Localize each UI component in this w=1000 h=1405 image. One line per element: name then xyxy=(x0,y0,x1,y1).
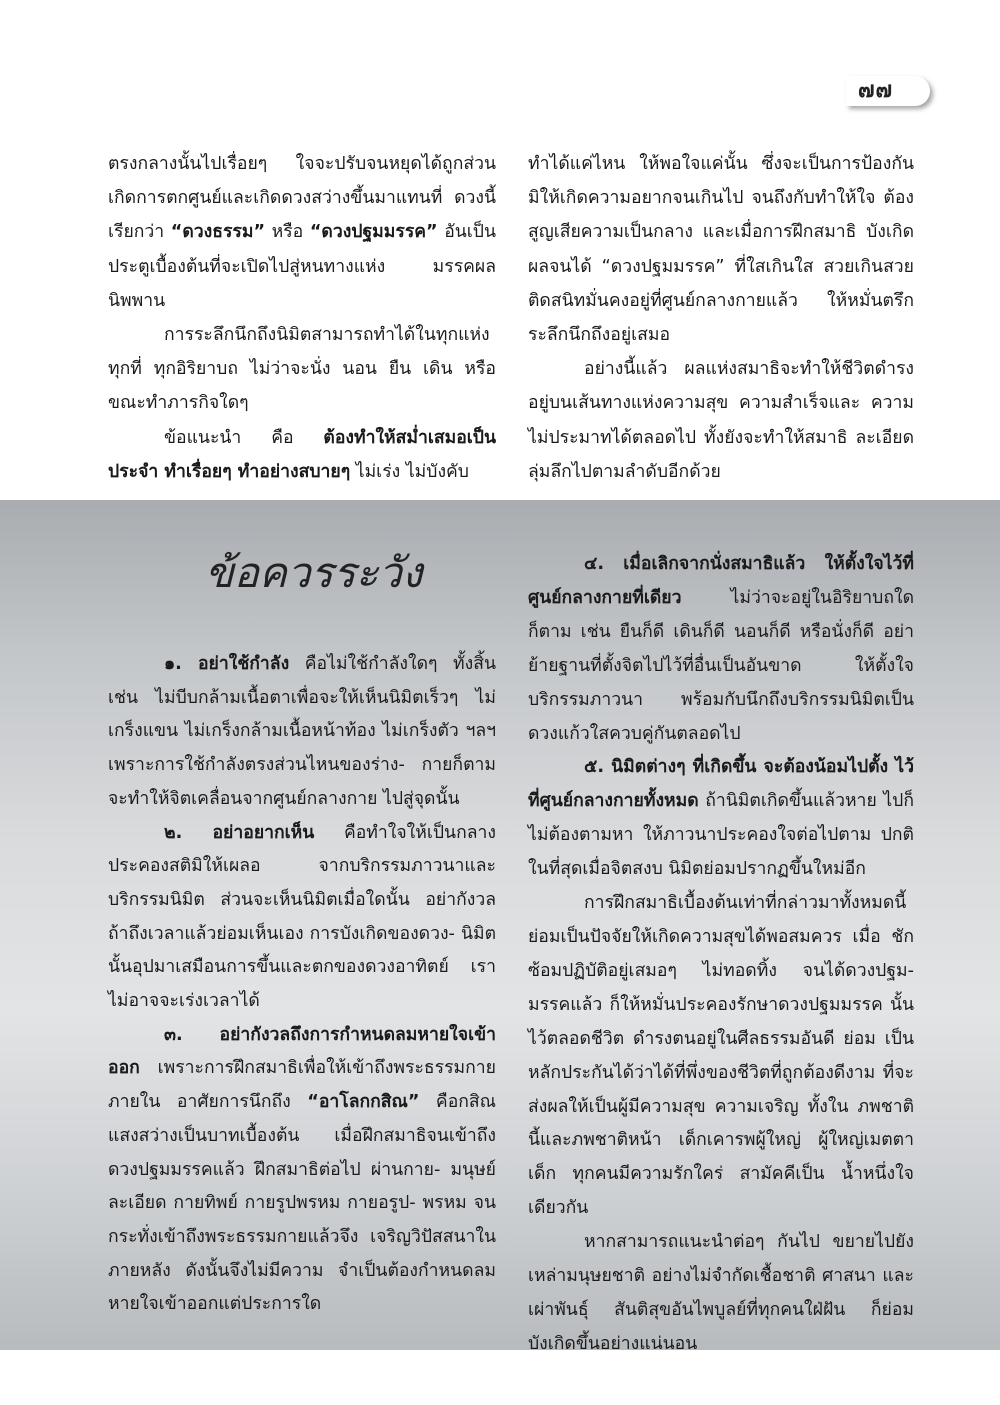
paragraph: หากสามารถแนะนำต่อๆ กันไป ขยายไปยัง เหล่ามนุษยชาติ อย่างไม่จำกัดเชื้อชาติ ศาสนา และเผ่าพันธุ์ สันติสุขอันไพบูลย์ที่ทุกคนใฝ่ฝัน ก็ย่อมบังเกิดขึ้นอย่างแน่นอน xyxy=(528,1232,914,1354)
paragraph: อย่างนี้แล้ว ผลแห่งสมาธิจะทำให้ชีวิตดำรง อยู่บนเส้นทางแห่งความสุข ความสำเร็จและ ความไม่ประมาทได้ตลอดไป ทั้งยังจะทำให้สมาธิ ละเอียดลุ่มลึกไปตามลำดับอีกด้วย xyxy=(528,359,914,482)
list-item: ๑. อย่าใช้กำลัง คือไม่ใช้กำลังใดๆ ทั้งสิ้น เช่น ไม่บีบกล้ามเนื้อตาเพื่อจะให้เห็นนิมิตเร็วๆ ไม่เกร็งแขน ไม่เกร็งกล้ามเนื้อหน้าท้อง ไม่เกร็งตัว ฯลฯ เพราะการใช้กำลังตรงส่วนไหนของร่าง- กายก็ตาม จะทำให้จิตเคลื่อนจากศูนย์กลางกาย ไปสู่จุดนั้น xyxy=(108,654,496,809)
paragraph: ทำได้แค่ไหน ให้พอใจแค่นั้น ซึ่งจะเป็นการป้องกัน มิให้เกิดความอยากจนเกินไป จนถึงกับทำให้ใจ ต้องสูญเสียความเป็นกลาง และเมื่อการฝึกสมาธิ บังเกิดผลจนได้ “ดวงปฐมมรรค” ที่ใสเกินใส สวยเกินสวย ติดสนิทมั่นคงอยู่ที่ศูนย์กลางกายแล้ว ให้หมั่นตรึกระลึกนึกถึงอยู่เสมอ xyxy=(528,154,914,346)
page-number: ๗๗ xyxy=(858,78,894,103)
top-left-column xyxy=(108,147,496,489)
top-right-column xyxy=(528,147,914,489)
paragraph: ตรงกลางนั้นไปเรื่อยๆ ใจจะปรับจนหยุดได้ถูกส่วน เกิดการตกศูนย์และเกิดดวงสว่างขึ้นมาแทนที่ ดวงนี้เรียกว่า “ดวงธรรม” หรือ “ดวงปฐมมรรค” อันเป็นประตูเบื้องต้นที่จะเปิดไปสู่หนทางแห่ง มรรคผลนิพพาน xyxy=(108,154,496,311)
caution-left-column xyxy=(108,648,496,1322)
paragraph: ข้อแนะนำ คือ ต้องทำให้สม่ำเสมอเป็น ประจำ ทำเรื่อยๆ ทำอย่างสบายๆ ไม่เร่ง ไม่บังคับ xyxy=(108,427,496,482)
paragraph: การระลึกนึกถึงนิมิตสามารถทำได้ในทุกแห่ง ทุกที่ ทุกอิริยาบถ ไม่ว่าจะนั่ง นอน ยืน เดิน หรือ ขณะทำภารกิจใดๆ xyxy=(108,325,496,414)
list-item: ๓. อย่ากังวลถึงการกำหนดลมหายใจเข้า ออก เพราะการฝึกสมาธิเพื่อให้เข้าถึงพระธรรมกาย ภายใน อาศัยการนึกถึง “อาโลกกสิณ” คือกสิณ แสงสว่างเป็นบาทเบื้องต้น เมื่อฝึกสมาธิจนเข้าถึง ดวงปฐมมรรคแล้ว ฝึกสมาธิต่อไป ผ่านกาย- มนุษย์ละเอียด กายทิพย์ กายรูปพรหม กายอรูป- พรหม จนกระทั่งเข้าถึงพระธรรมกายแล้วจึง เจริญวิปัสสนาในภายหลัง ดังนั้นจึงไม่มีความ จำเป็นต้องกำหนดลมหายใจเข้าออกแต่ประการใด xyxy=(108,1024,496,1315)
list-item: ๕. นิมิตต่างๆ ที่เกิดขึ้น จะต้องน้อมไปตั้ง ไว้ที่ศูนย์กลางกายทั้งหมด ถ้านิมิตเกิดขึ้นแล้วหาย ไปก็ไม่ต้องตามหา ให้ภาวนาประคองใจต่อไปตาม ปกติในที่สุดเมื่อจิตสงบ นิมิตย่อมปรากฏขึ้นใหม่อีก xyxy=(528,757,914,880)
list-item: ๒. อย่าอยากเห็น คือทำใจให้เป็นกลาง ประคองสติมิให้เผลอ จากบริกรรมภาวนาและ บริกรรมนิมิต ส่วนจะเห็นนิมิตเมื่อใดนั้น อย่ากังวล ถ้าถึงเวลาแล้วย่อมเห็นเอง การบังเกิดของดวง- นิมิตนั้นอุปมาเสมือนการขึ้นและตกของดวงอาทิตย์ เราไม่อาจจะเร่งเวลาได้ xyxy=(108,822,496,1012)
list-item: ๔. เมื่อเลิกจากนั่งสมาธิแล้ว ให้ตั้งใจไว้ที่ ศูนย์กลางกายที่เดียว ไม่ว่าจะอยู่ในอิริยาบถใด ก็ตาม เช่น ยืนก็ดี เดินก็ดี นอนก็ดี หรือนั่งก็ดี อย่าย้ายฐานที่ตั้งจิตไปไว้ที่อื่นเป็นอันขาด ให้ตั้งใจ บริกรรมภาวนา พร้อมกับนึกถึงบริกรรมนิมิตเป็น ดวงแก้วใสควบคู่กันตลอดไป xyxy=(528,554,914,744)
caution-right-column xyxy=(528,548,914,1362)
section-heading: ข้อควรระวัง xyxy=(205,548,423,597)
paragraph: การฝึกสมาธิเบื้องต้นเท่าที่กล่าวมาทั้งหมดนี้ ย่อมเป็นปัจจัยให้เกิดความสุขได้พอสมควร เมื่อ ชักซ้อมปฏิบัติอยู่เสมอๆ ไม่ทอดทิ้ง จนได้ดวงปฐม- มรรคแล้ว ก็ให้หมั่นประคองรักษาดวงปฐมมรรค นั้นไว้ตลอดชีวิต ดำรงตนอยู่ในศีลธรรมอันดี ย่อม เป็นหลักประกันได้ว่าได้ที่พึ่งของชีวิตที่ถูกต้องดีงาม ที่จะส่งผลให้เป็นผู้มีความสุข ความเจริญ ทั้งใน ภพชาตินี้และภพชาติหน้า เด็กเคารพผู้ใหญ่ ผู้ใหญ่เมตตาเด็ก ทุกคนมีความรักใคร่ สามัคคีเป็น น้ำหนึ่งใจเดียวกัน xyxy=(528,893,914,1219)
